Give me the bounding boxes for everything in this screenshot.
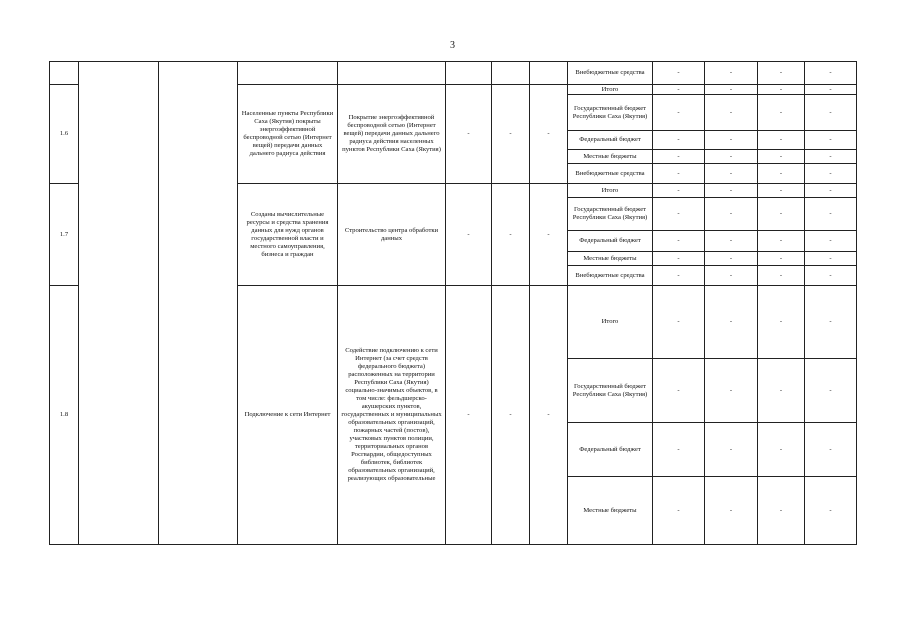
value-cell: -	[705, 95, 758, 131]
value-cell: -	[758, 266, 805, 286]
value-cell: -	[758, 95, 805, 131]
value-cell: -	[705, 198, 758, 231]
value-cell: -	[705, 266, 758, 286]
page-number: 3	[450, 40, 455, 51]
value-cell: -	[653, 164, 705, 184]
value-cell: -	[805, 85, 857, 95]
value-cell: -	[805, 131, 857, 150]
program-table	[49, 61, 857, 545]
value-cell: -	[653, 423, 705, 477]
value-cell: -	[758, 252, 805, 266]
funding-source-cell: Федеральный бюджет	[568, 231, 653, 252]
value-cell: -	[805, 423, 857, 477]
value-cell: -	[758, 477, 805, 545]
value-cell: -	[758, 164, 805, 184]
value-cell: -	[805, 95, 857, 131]
funding-source-cell: Местные бюджеты	[568, 477, 653, 545]
funding-source-cell: Местные бюджеты	[568, 150, 653, 164]
empty-cell	[338, 62, 446, 85]
value-cell: -	[653, 198, 705, 231]
empty-cell	[530, 62, 568, 85]
value-cell: -	[705, 359, 758, 423]
value-cell: -	[492, 184, 530, 286]
value-cell: -	[805, 266, 857, 286]
value-cell: -	[446, 85, 492, 184]
number-cell	[50, 62, 79, 85]
value-cell: -	[805, 198, 857, 231]
value-cell: -	[653, 62, 705, 85]
funding-source-cell: Государственный бюджет Республики Саха (Якутия)	[568, 359, 653, 423]
section-number: 1.7	[50, 184, 79, 286]
value-cell: -	[653, 477, 705, 545]
section-number: 1.8	[50, 286, 79, 545]
empty-cell	[492, 62, 530, 85]
value-cell: -	[805, 184, 857, 198]
value-cell: -	[492, 286, 530, 545]
value-cell: -	[758, 359, 805, 423]
value-cell: -	[705, 85, 758, 95]
value-cell: -	[758, 286, 805, 359]
result-cell: Населенные пункты Республики Саха (Якутия) покрыты энергоэффективной беспроводной сетью (Интернет вещей) передачи данных дальнего радиуса действия	[238, 85, 338, 184]
value-cell: -	[705, 131, 758, 150]
value-cell: -	[758, 150, 805, 164]
value-cell: -	[653, 150, 705, 164]
value-cell: -	[653, 231, 705, 252]
value-cell: -	[758, 198, 805, 231]
funding-source-cell: Итого	[568, 184, 653, 198]
value-cell: -	[653, 252, 705, 266]
funding-source-cell: Федеральный бюджет	[568, 131, 653, 150]
funding-source-cell: Внебюджетные средства	[568, 164, 653, 184]
value-cell: -	[805, 164, 857, 184]
value-cell: -	[705, 62, 758, 85]
value-cell: -	[446, 286, 492, 545]
value-cell: -	[653, 85, 705, 95]
result-cell: Подключение к сети Интернет	[238, 286, 338, 545]
funding-source-cell: Местные бюджеты	[568, 252, 653, 266]
funding-source-cell: Итого	[568, 286, 653, 359]
value-cell: -	[653, 95, 705, 131]
value-cell: -	[705, 286, 758, 359]
value-cell: -	[805, 231, 857, 252]
value-cell: -	[805, 252, 857, 266]
value-cell: -	[653, 266, 705, 286]
value-cell: -	[653, 359, 705, 423]
value-cell: -	[705, 150, 758, 164]
value-cell: -	[805, 150, 857, 164]
blank-column-cell	[79, 62, 159, 545]
section-number: 1.6	[50, 85, 79, 184]
funding-source-cell: Государственный бюджет Республики Саха (Якутия)	[568, 198, 653, 231]
indicator-cell: Строительство центра обработки данных	[338, 184, 446, 286]
value-cell: -	[758, 62, 805, 85]
empty-cell	[446, 62, 492, 85]
funding-source-cell: Внебюджетные средства	[568, 266, 653, 286]
table-row	[50, 62, 857, 85]
result-cell: Созданы вычислительные ресурсы и средства хранения данных для нужд органов государственной власти и местного самоуправления, бизнеса и граждан	[238, 184, 338, 286]
funding-source-cell: Федеральный бюджет	[568, 423, 653, 477]
funding-source-cell: Внебюджетные средства	[568, 62, 653, 85]
value-cell: -	[705, 164, 758, 184]
value-cell: -	[805, 62, 857, 85]
value-cell: -	[705, 252, 758, 266]
value-cell: -	[705, 184, 758, 198]
empty-cell	[238, 62, 338, 85]
value-cell: -	[758, 423, 805, 477]
value-cell: -	[758, 231, 805, 252]
value-cell: -	[705, 423, 758, 477]
value-cell: -	[805, 359, 857, 423]
value-cell: -	[705, 231, 758, 252]
value-cell: -	[805, 286, 857, 359]
value-cell: -	[653, 286, 705, 359]
value-cell: -	[758, 131, 805, 150]
value-cell: -	[758, 85, 805, 95]
indicator-cell: Покрытие энергоэффективной беспроводной сетью (Интернет вещей) передачи данных дальнего радиуса действия населенных пунктов Республики Саха (Якутия)	[338, 85, 446, 184]
value-cell: -	[530, 286, 568, 545]
indicator-cell: Содействие подключению к сети Интернет (за счет средств федерального бюджета) расположенных на территории Республики Саха (Якутия) социально-значимых объектов, в том числе: фельдшерско-акушерских пунктов, государственных и муниципальных образовательных организаций, пожарных частей (постов), участковых пунктов полиции, территориальных органов Росгвардии, общедоступных библиотек, библиотек образовательных организаций, реализующих образовательные	[338, 286, 446, 545]
value-cell: -	[653, 131, 705, 150]
value-cell: -	[653, 184, 705, 198]
value-cell: -	[705, 477, 758, 545]
value-cell: -	[530, 184, 568, 286]
funding-source-cell: Итого	[568, 85, 653, 95]
value-cell: -	[530, 85, 568, 184]
value-cell: -	[446, 184, 492, 286]
blank-column-cell	[159, 62, 238, 545]
value-cell: -	[805, 477, 857, 545]
funding-source-cell: Государственный бюджет Республики Саха (Якутия)	[568, 95, 653, 131]
value-cell: -	[492, 85, 530, 184]
value-cell: -	[758, 184, 805, 198]
